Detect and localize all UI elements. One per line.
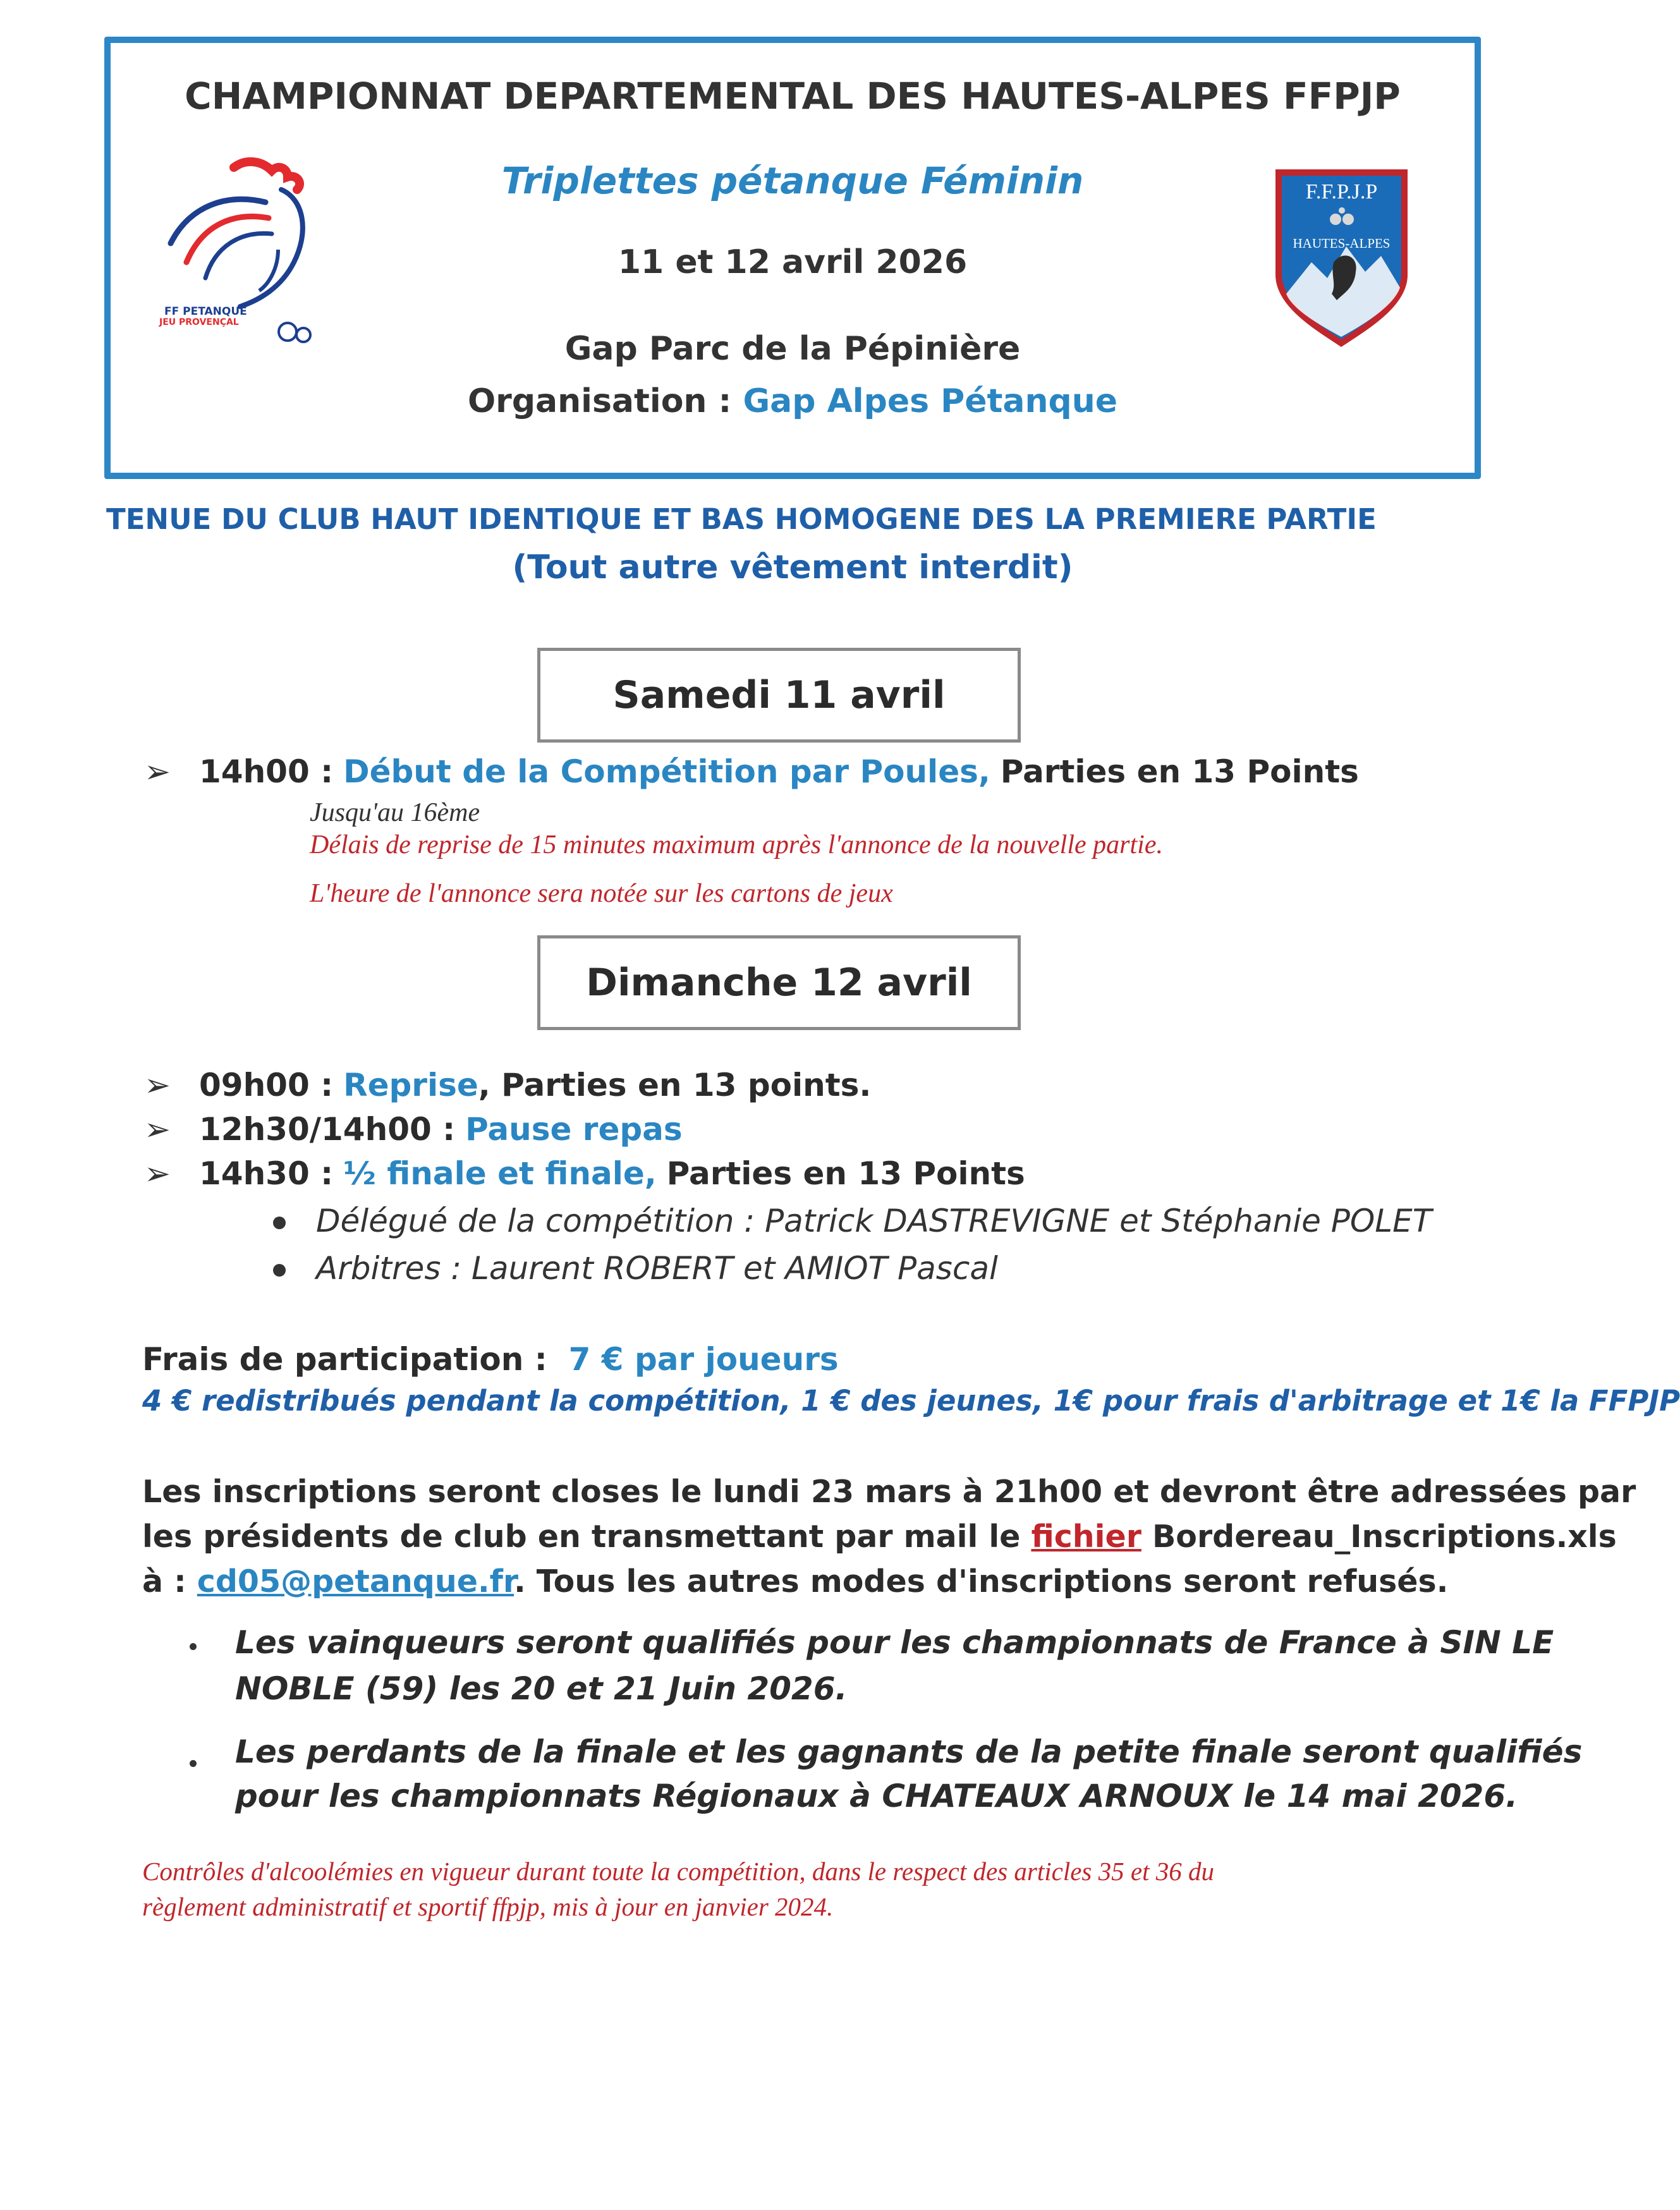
bullet-dot-icon — [273, 1264, 286, 1277]
file-name: Bordereau_Inscriptions.xls — [1152, 1519, 1617, 1555]
saturday-title: Samedi 11 avril — [612, 673, 946, 717]
sunday-item-highlight: Reprise — [343, 1067, 478, 1103]
left-logo-line2: JEU PROVENÇAL — [159, 317, 239, 327]
qualification-1-line2: NOBLE (59) les 20 et 21 Juin 2026. — [235, 1670, 848, 1707]
saturday-note3: L'heure de l'annonce sera notée sur les cartons de jeux — [310, 879, 893, 908]
right-logo-line1: F.F.P.J.P — [1305, 180, 1378, 203]
saturday-box — [537, 648, 1021, 743]
dress-code-line2: (Tout autre vêtement interdit) — [512, 549, 1073, 586]
organisation — [111, 382, 1475, 420]
sunday-title: Dimanche 12 avril — [586, 961, 972, 1005]
arrow-bullet-icon: ➢ — [144, 753, 171, 790]
arrow-bullet-icon: ➢ — [144, 1155, 171, 1192]
fees-amount: 7 € par joueurs — [568, 1341, 839, 1378]
registration-line3-post: . Tous les autres modes d'inscriptions seront refusés. — [514, 1563, 1449, 1600]
page-title: CHAMPIONNAT DEPARTEMENTAL DES HAUTES-ALPES FFPJP — [185, 75, 1401, 118]
saturday-item — [199, 753, 1359, 790]
sunday-item-time: 12h30/14h00 : — [199, 1111, 456, 1148]
organisation-value: Gap Alpes Pétanque — [743, 382, 1118, 420]
sunday-item-time: 14h30 : — [199, 1155, 334, 1192]
venue: Gap Parc de la Pépinière — [564, 330, 1021, 368]
saturday-note1: Jusqu'au 16ème — [310, 798, 480, 827]
file-link[interactable]: fichier — [1031, 1519, 1141, 1555]
sunday-item-2 — [199, 1111, 683, 1148]
saturday-item-time: 14h00 : — [199, 753, 334, 790]
saturday-note2: Délais de reprise de 15 minutes maximum après l'annonce de la nouvelle partie. — [310, 830, 1163, 859]
sunday-item-time: 09h00 : — [199, 1067, 334, 1103]
fees-detail: 4 € redistribués pendant la compétition, 1 € des jeunes, 1€ pour frais d'arbitrage et 1€ la FFPJP — [142, 1384, 1680, 1418]
registration-line2 — [142, 1519, 1617, 1555]
qualification-2-line2: pour les championnats Régionaux à CHATEAUX ARNOUX le 14 mai 2026. — [235, 1778, 1518, 1814]
ff-petanque-logo — [152, 155, 329, 357]
registration-line3 — [142, 1563, 1448, 1600]
arrow-bullet-icon: ➢ — [144, 1067, 171, 1103]
email-link[interactable]: cd05@petanque.fr — [197, 1563, 514, 1600]
qualification-1-line1: Les vainqueurs seront qualifiés pour les championnats de France à SIN LE — [235, 1624, 1554, 1661]
fees-line — [142, 1341, 839, 1378]
alcohol-notice-line1: Contrôles d'alcoolémies en vigueur durant toute la compétition, dans le respect des articles 35 et 36 du — [142, 1857, 1214, 1886]
ffpjp-hautes-alpes-logo — [1274, 167, 1409, 348]
subtitle: Triplettes pétanque Féminin — [501, 159, 1084, 202]
sunday-item-highlight: Pause repas — [465, 1111, 683, 1148]
left-logo-line1: FF PETANQUE — [164, 305, 247, 318]
qualification-2-line1: Les perdants de la finale et les gagnants de la petite finale seront qualifiés — [235, 1733, 1583, 1770]
alcohol-notice-line2: règlement administratif et sportif ffpjp, mis à jour en janvier 2024. — [142, 1892, 834, 1921]
registration-line2-pre: les présidents de club en transmettant par mail le — [142, 1519, 1021, 1555]
dress-code-line1: TENUE DU CLUB HAUT IDENTIQUE ET BAS HOMOGENE DES LA PREMIERE PARTIE — [106, 502, 1377, 536]
saturday-item-rest: Parties en 13 Points — [1000, 753, 1359, 790]
organisation-label: Organisation : — [467, 382, 732, 420]
sunday-item-rest: , Parties en 13 points. — [478, 1067, 872, 1103]
sunday-box — [537, 935, 1021, 1030]
sunday-item-highlight: ½ finale et finale, — [343, 1155, 657, 1192]
referees-line: Arbitres : Laurent ROBERT et AMIOT Pascal — [316, 1250, 998, 1287]
bullet-dot-icon — [273, 1217, 286, 1229]
bullet-dot-icon — [190, 1643, 197, 1650]
sunday-item-1 — [199, 1067, 871, 1103]
fees-label: Frais de participation : — [142, 1341, 547, 1378]
bullet-dot-icon — [190, 1760, 197, 1767]
registration-line3-pre: à : — [142, 1563, 186, 1600]
right-logo-line2: HAUTES-ALPES — [1293, 236, 1391, 251]
event-dates: 11 et 12 avril 2026 — [618, 243, 968, 281]
registration-line1: Les inscriptions seront closes le lundi 23 mars à 21h00 et devront être adressées par — [142, 1474, 1636, 1510]
sunday-item-rest: Parties en 13 Points — [666, 1155, 1025, 1192]
saturday-item-highlight: Début de la Compétition par Poules, — [343, 753, 990, 790]
sunday-item-3 — [199, 1155, 1025, 1192]
delegate-line: Délégué de la compétition : Patrick DASTREVIGNE et Stéphanie POLET — [316, 1203, 1432, 1239]
arrow-bullet-icon: ➢ — [144, 1111, 171, 1148]
